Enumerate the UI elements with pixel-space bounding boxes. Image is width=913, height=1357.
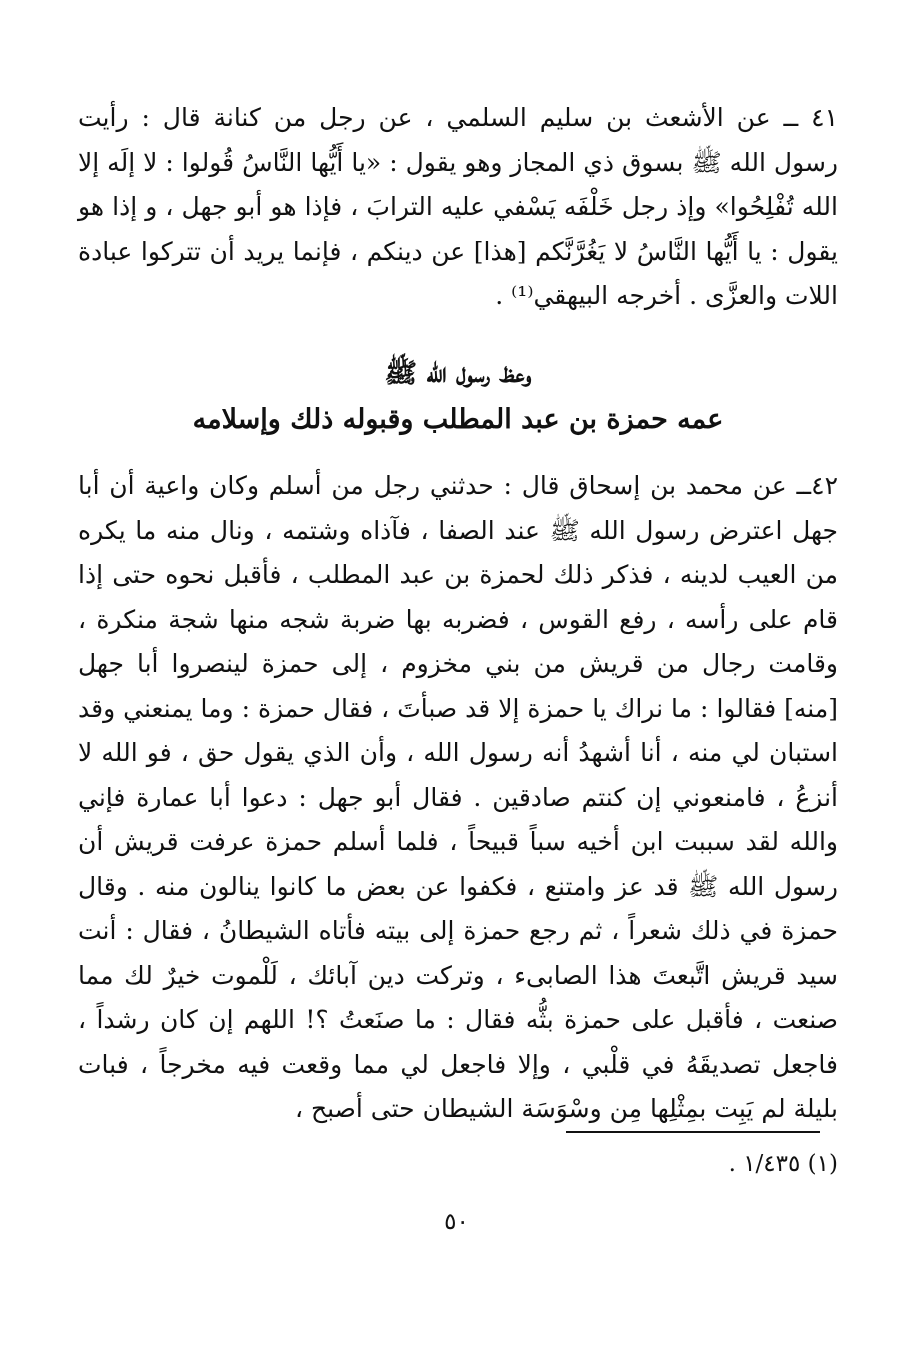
section-heading-line-1: وعظ رسول الله ﷺ — [384, 358, 532, 389]
hadith-41-paragraph: ٤١ ــ عن الأشعث بن سليم السلمي ، عن رجل من كنانة قال : رأيت رسول الله ﷺ بسوق ذي المجاز وهو يقول : «يا أَيُّها النَّاسُ قُولوا : لا إلَه إلا الله تُفْلِحُوا» وإذ رجل خَلْفَه يَسْفي عليه الترابَ ، فإذا هو أبو جهل ، و إذا هو يقول : يا أَيُّها النَّاسُ لا يَغُرَّنَّكم [هذا] عن دينكم ، فإنما يريد أن تتركوا عبادة اللات والعزَّى . أخرجه البيهقي⁽¹⁾ . — [78, 103, 838, 310]
section-heading-line-2: عمه حمزة بن عبد المطلب وقبوله ذلك وإسلامه — [192, 404, 724, 435]
page-number: ٥٠ — [444, 1209, 469, 1235]
footnote: (١) ١/٤٣٥ . — [728, 1151, 838, 1177]
footnote-divider — [566, 1131, 820, 1133]
hadith-42-paragraph: ٤٢ــ عن محمد بن إسحاق قال : حدثني رجل من أسلم وكان واعية أن أبا جهل اعترض رسول الله ﷺ عند الصفا ، فآذاه وشتمه ، ونال منه ما يكره من العيب لدينه ، فذكر ذلك لحمزة بن عبد المطلب ، فأقبل نحوه حتى إذا قام على رأسه ، رفع القوس ، فضربه بها ضربة شجه منها شجة منكرة ، وقامت رجال من قريش من بني مخزوم ، إلى حمزة لينصروا أبا جهل [منه] فقالوا : ما نراك يا حمزة إلا قد صبأتَ ، فقال حمزة : وما يمنعني وقد استبان لي منه ، أنا أشهدُ أنه رسول الله ، وأن الذي يقول حق ، فو الله لا أنزعُ ، فامنعوني إن كنتم صادقين . فقال أبو جهل : دعوا أبا عمارة فإني والله لقد سببت ابن أخيه سباً قبيحاً ، فلما أسلم حمزة عرفت قريش أن رسول الله ﷺ قد عز وامتنع ، فكفوا عن بعض ما كانوا ينالون منه . وقال حمزة في ذلك شعراً ، ثم رجع حمزة إلى بيته فأتاه الشيطانُ ، فقال : أنت سيد قريش اتَّبعتَ هذا الصابىء ، وتركت دين آبائك ، لَلْموت خيرٌ لك مما صنعت ، فأقبل على حمزة بثُّه فقال : ما صنَعتُ ؟! اللهم إن كان رشداً ، فاجعل تصديقَهُ في قلْبي ، وإلا فاجعل لي مما وقعت فيه مخرجاً ، فبات بليلة لم يَبِت بمِثْلِها مِن وسْوَسَة الشيطان حتى أصبح ، — [78, 471, 838, 1123]
